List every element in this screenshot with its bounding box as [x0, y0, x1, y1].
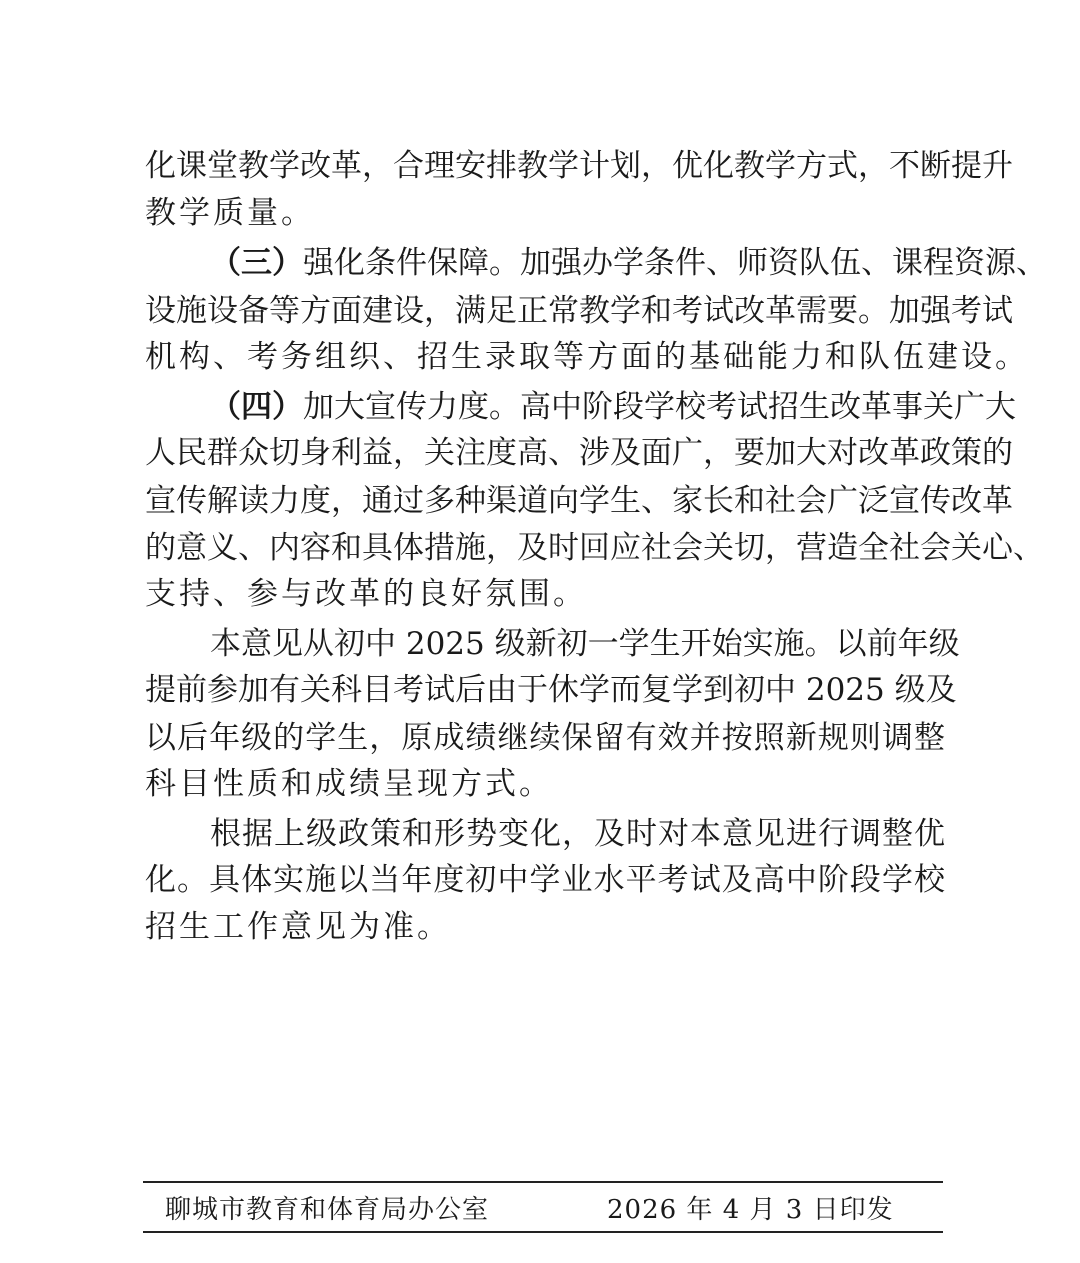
body-line-15: 根据上级政策和形势变化，及时对本意见进行调整优 — [210, 816, 945, 852]
body-line-12: 提前参加有关科目考试后由于休学而复学到初中 2025 级及 — [145, 672, 957, 708]
footer-bottom-rule — [143, 1231, 943, 1233]
section-4-line-1 — [210, 387, 1016, 427]
section-3-line-1 — [210, 243, 1047, 283]
footer-top-rule — [143, 1181, 943, 1183]
body-line-11: 本意见从初中 2025 级新初一学生开始实施。以前年级 — [210, 626, 960, 662]
footer-issuing-office: 聊城市教育和体育局办公室 — [165, 1195, 490, 1225]
body-line-8: 宣传解读力度，通过多种渠道向学生、家长和社会广泛宣传改革 — [145, 483, 1013, 519]
body-line-13: 以后年级的学生，原成绩继续保留有效并按照新规则调整 — [145, 720, 945, 756]
footer-print-date: 2026 年 4 月 3 日印发 — [607, 1195, 894, 1225]
body-line-4: 设施设备等方面建设，满足正常教学和考试改革需要。加强考试 — [145, 293, 1013, 329]
body-line-1: 化课堂教学改革，合理安排教学计划，优化教学方式，不断提升 — [145, 148, 1013, 184]
section-3-text: 强化条件保障。加强办学条件、师资队伍、课程资源、 — [303, 245, 1047, 281]
body-line-17: 招生工作意见为准。 — [145, 909, 451, 945]
body-line-14: 科目性质和成绩呈现方式。 — [145, 766, 553, 802]
section-4-text: 加大宣传力度。高中阶段学校考试招生改革事关广大 — [303, 389, 1016, 425]
section-3-label: （三） — [210, 245, 303, 281]
body-line-5: 机构、考务组织、招生录取等方面的基础能力和队伍建设。 — [145, 339, 1029, 375]
body-line-9: 的意义、内容和具体措施，及时回应社会关切，营造全社会关心、 — [145, 530, 1044, 566]
body-line-10: 支持、参与改革的良好氛围。 — [145, 576, 587, 612]
section-4-label: （四） — [210, 389, 303, 425]
body-line-2: 教学质量。 — [145, 195, 315, 231]
body-line-7: 人民群众切身利益，关注度高、涉及面广，要加大对改革政策的 — [145, 435, 1013, 471]
body-line-16: 化。具体实施以当年度初中学业水平考试及高中阶段学校 — [145, 862, 945, 898]
